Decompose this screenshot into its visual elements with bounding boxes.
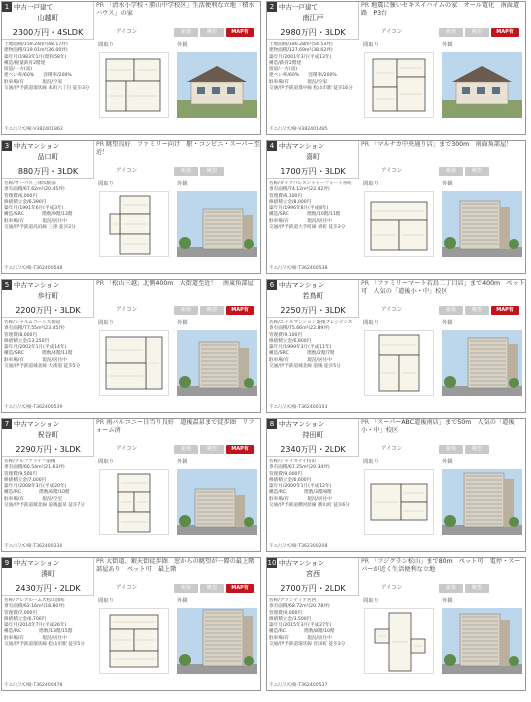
spec-line: 駐車場/有 現況/居住中 bbox=[269, 218, 332, 224]
spec-line: 修繕積立金/3,500円 bbox=[269, 616, 312, 622]
map-badge[interactable]: MAP有 bbox=[226, 28, 254, 37]
spec-line: 専有面積/67.25m²(20.34坪) bbox=[269, 465, 330, 471]
badge-row bbox=[96, 28, 260, 37]
pr-copy: 眺望良好 ファミリー向け 駅・コンビニ・スーパー至近！ bbox=[96, 141, 260, 156]
pr-copy: 地震に強いセキスイハイムの家 オール電化 南面道路 P3台 bbox=[361, 2, 520, 17]
exterior-photo[interactable] bbox=[177, 52, 257, 118]
pr-copy: 大街道、銀天街徒歩圏 窓からの眺望が一際の最上階部屋あり ペット可 最上階 bbox=[96, 558, 255, 573]
icon-label: アイコン bbox=[116, 307, 138, 313]
spec-line: 築年月/2002年1月(平成14年) bbox=[4, 345, 67, 351]
pr-text bbox=[361, 141, 525, 162]
badge-row bbox=[96, 167, 260, 176]
spec-line: 駐車場/有 現況/空家 bbox=[4, 79, 63, 85]
spec-line: 構造/RC 階数/3階/8階 bbox=[269, 490, 332, 496]
listing-code: 不エ/ジ/ズ/検-T362400330 bbox=[4, 544, 63, 549]
pr-tag: PR bbox=[96, 558, 105, 565]
floorplan-image[interactable] bbox=[364, 469, 434, 535]
exterior-label: 外観 bbox=[177, 320, 188, 326]
price-layout: 2250万円・3LDK bbox=[280, 306, 346, 315]
spec-line: 築年月/1999年3月(平成11年) bbox=[269, 345, 332, 351]
spec-line: 交通/伊予鉄道城北線 大街道 徒歩5分 bbox=[4, 364, 81, 370]
exterior-photo[interactable] bbox=[177, 469, 257, 535]
spec-list bbox=[4, 42, 92, 92]
spec-line: 名称/ジャイカテイ持田 bbox=[269, 459, 316, 464]
new-badge: 新規 bbox=[174, 584, 198, 593]
spec-line: 専有面積/66.54m²(21.63坪) bbox=[4, 465, 65, 471]
listing-number: 10 bbox=[267, 559, 277, 567]
listing-number: 6 bbox=[267, 280, 277, 290]
location-link[interactable]: 山越町 bbox=[37, 14, 59, 22]
listing-header bbox=[267, 141, 359, 179]
location-link[interactable]: 歩行町 bbox=[37, 292, 59, 300]
exterior-photo[interactable] bbox=[442, 330, 522, 396]
icon-label: アイコン bbox=[381, 585, 403, 591]
icon-label: アイコン bbox=[116, 29, 138, 35]
listing-header bbox=[2, 2, 94, 40]
exterior-label: 外観 bbox=[177, 42, 188, 48]
spec-line: 交通/伊予鉄道横河原線 勝山町 徒歩6分 bbox=[269, 503, 350, 509]
pr-tag: PR bbox=[361, 280, 370, 287]
property-type: 中古マンション bbox=[279, 142, 325, 150]
new-badge: 新規 bbox=[174, 445, 198, 454]
view-badge: 眺望 bbox=[465, 445, 489, 454]
new-badge: 新規 bbox=[439, 28, 463, 37]
exterior-photo[interactable] bbox=[442, 191, 522, 257]
spec-line: 修繕積立金/8,000円 bbox=[269, 199, 312, 205]
listing-header bbox=[267, 419, 359, 457]
badge-row bbox=[96, 306, 260, 315]
spec-list bbox=[4, 598, 92, 648]
floorplan-image[interactable] bbox=[364, 608, 434, 674]
spec-line: 修繕積立金/6,700円 bbox=[4, 616, 47, 622]
floorplan-label: 間取り bbox=[363, 598, 379, 604]
spec-line: 築年月/2015年3月(平成27年) bbox=[269, 623, 332, 629]
pr-copy: 「マルナカ中央通り店」まで300m 南面角部屋！ bbox=[371, 141, 513, 148]
listing-code: 不エ/ジ/ズ/検-T362400537 bbox=[269, 683, 328, 688]
view-badge: 眺望 bbox=[465, 584, 489, 593]
listing-card[interactable] bbox=[1, 279, 261, 413]
floorplan-label: 間取り bbox=[98, 459, 114, 465]
property-type: 中古マンション bbox=[279, 559, 325, 567]
listing-header bbox=[267, 558, 359, 596]
listing-code: 不エ/ジ/ズ/検-T362400478 bbox=[4, 683, 63, 688]
icon-label: アイコン bbox=[116, 168, 138, 174]
spec-list bbox=[269, 598, 357, 648]
floorplan-image[interactable] bbox=[99, 469, 169, 535]
property-type: 中古マンション bbox=[14, 420, 60, 428]
spec-list bbox=[4, 181, 92, 231]
exterior-label: 外観 bbox=[442, 459, 453, 465]
pr-tag: PR bbox=[361, 419, 370, 426]
spec-line: 建物面積/127.69m²(38.62坪) bbox=[269, 48, 333, 54]
location-link[interactable]: 祝谷町 bbox=[37, 431, 59, 439]
exterior-label: 外観 bbox=[442, 598, 453, 604]
location-link[interactable]: 湊町 bbox=[41, 570, 55, 578]
spec-line: 管理費/8,000円 bbox=[4, 332, 38, 338]
exterior-photo[interactable] bbox=[442, 608, 522, 674]
spec-line: 土地面積/159.24m²(48.17坪) bbox=[4, 42, 68, 47]
spec-line: 専有面積/67.62m²(20.45坪) bbox=[4, 187, 65, 193]
spec-line: 駐車場/有 現況/居住中 bbox=[269, 496, 332, 502]
location-link[interactable]: 宮西 bbox=[306, 570, 320, 578]
exterior-label: 外観 bbox=[177, 459, 188, 465]
price-layout: 2430万円・2LDK bbox=[15, 584, 81, 593]
listing-code: 不エ/ジ/ズ/検-T362300208 bbox=[269, 544, 328, 549]
pr-copy: 「松山三越」北側400m 大街道至近！ 南東角部屋 bbox=[106, 280, 254, 287]
spec-line: 管理費/9,500円 bbox=[4, 471, 38, 477]
spec-line: 構造/SRC 階数/9階/13階 bbox=[4, 212, 73, 218]
map-badge[interactable]: MAP有 bbox=[226, 445, 254, 454]
listing-code: 不エ/ジ/ズ/検-T362400538 bbox=[269, 266, 328, 271]
exterior-label: 外観 bbox=[442, 42, 453, 48]
spec-line: 築年月/2001年3月(平成13年) bbox=[269, 54, 332, 60]
spec-line: 専有面積/75.66m²(22.89坪) bbox=[269, 326, 330, 332]
floorplan-label: 間取り bbox=[363, 459, 379, 465]
map-badge[interactable]: MAP有 bbox=[226, 584, 254, 593]
listing-card[interactable] bbox=[266, 279, 526, 413]
pr-text bbox=[96, 419, 260, 440]
floorplan-image[interactable] bbox=[99, 608, 169, 674]
spec-line: 駐車場/有 現況/居住中 bbox=[4, 218, 67, 224]
badge-row bbox=[361, 28, 525, 37]
listing-number: 2 bbox=[267, 2, 277, 12]
spec-line: 交通/伊予鉄道環状線 松山市駅 徒歩5分 bbox=[4, 642, 85, 648]
spec-line: 駐車場/有 現況/居住中 bbox=[4, 357, 67, 363]
floorplan-image[interactable] bbox=[364, 330, 434, 396]
spec-line: 建ぺい率/60% 容積率/200% bbox=[4, 73, 72, 79]
listing-header bbox=[2, 558, 94, 596]
spec-list bbox=[4, 459, 92, 509]
spec-line: 管理費/6,000円 bbox=[4, 193, 38, 199]
pr-tag: PR bbox=[96, 2, 105, 9]
pr-text bbox=[361, 2, 525, 23]
icon-label: アイコン bbox=[116, 585, 138, 591]
listing-number: 9 bbox=[2, 558, 12, 568]
pr-tag: PR bbox=[361, 2, 370, 9]
property-type: 中古マンション bbox=[14, 281, 60, 289]
spec-list bbox=[269, 42, 357, 92]
spec-line: 構造/RC 階数/6階/10階 bbox=[4, 490, 70, 496]
price-layout: 2200万円・3LDK bbox=[15, 306, 81, 315]
pr-text bbox=[361, 558, 525, 579]
floorplan-image[interactable] bbox=[364, 52, 434, 118]
spec-line: 駐車場/有 現況/居住中 bbox=[269, 635, 332, 641]
floorplan-image[interactable] bbox=[99, 52, 169, 118]
floorplan-label: 間取り bbox=[98, 181, 114, 187]
spec-line: 構造/SRC 階数/10階/11階 bbox=[269, 212, 341, 218]
pr-text bbox=[361, 419, 525, 440]
property-type: 中古マンション bbox=[279, 281, 325, 289]
location-link[interactable]: 若鳥町 bbox=[302, 292, 324, 300]
listing-card[interactable] bbox=[266, 557, 526, 691]
map-badge[interactable]: MAP有 bbox=[491, 306, 519, 315]
view-badge: 眺望 bbox=[200, 584, 224, 593]
spec-line: 駐車場/有 現況/居住中 bbox=[4, 635, 67, 641]
spec-line: 名称/クレアルームズ松山湊町 bbox=[4, 598, 66, 603]
pr-text bbox=[96, 141, 260, 162]
spec-line: 管理費/9,000円 bbox=[269, 610, 303, 616]
listing-card[interactable] bbox=[266, 1, 526, 135]
map-badge[interactable]: MAP有 bbox=[491, 28, 519, 37]
price-layout: 2700万円・2LDK bbox=[280, 584, 346, 593]
spec-line: 名称/アルファライフ道後 bbox=[4, 459, 56, 464]
badge-row bbox=[96, 584, 260, 593]
listing-header bbox=[267, 2, 359, 40]
badge-row bbox=[96, 445, 260, 454]
pr-text bbox=[96, 558, 260, 579]
listing-header bbox=[2, 141, 94, 179]
listing-number: 3 bbox=[2, 141, 12, 151]
listing-code: 不エ/ジ/ズ/検-T362400539 bbox=[4, 405, 63, 410]
spec-line: 交通/伊予鉄道城北線 道後温泉 徒歩7分 bbox=[4, 503, 85, 509]
spec-line: 構造/SRC 階数/2階/7階 bbox=[269, 351, 335, 357]
spec-line: 交通/伊予鉄道城北線 道後 徒歩5分 bbox=[269, 364, 341, 370]
spec-line: 構造/RC 階数/8階/10階 bbox=[269, 629, 335, 635]
exterior-photo[interactable] bbox=[177, 191, 257, 257]
badge-row bbox=[361, 167, 525, 176]
listing-card[interactable] bbox=[1, 140, 261, 274]
listing-number: 5 bbox=[2, 280, 12, 290]
spec-line: 構造/RC 階数/13階/15階 bbox=[4, 629, 73, 635]
exterior-label: 外観 bbox=[442, 181, 453, 187]
spec-line: 築年月/1991年6月(平成3年) bbox=[4, 206, 64, 212]
exterior-photo[interactable] bbox=[442, 52, 522, 118]
spec-line: 構造/SRC 階数/4階/11階 bbox=[4, 351, 73, 357]
pr-tag: PR bbox=[361, 558, 370, 565]
spec-line: 構造/鉄骨2階建 bbox=[269, 60, 302, 66]
floorplan-label: 間取り bbox=[98, 598, 114, 604]
view-badge: 眺望 bbox=[465, 167, 489, 176]
spec-line: 建ぺい率/60% 容積率/200% bbox=[269, 73, 337, 79]
spec-line: 修繕積立金/7,000円 bbox=[4, 477, 47, 483]
pr-tag: PR bbox=[96, 419, 105, 426]
view-badge: 眺望 bbox=[200, 445, 224, 454]
spec-line: 修繕積立金/6,800円 bbox=[269, 338, 312, 344]
spec-line: 接道/一方(南) bbox=[269, 67, 298, 73]
listing-header bbox=[2, 419, 94, 457]
pr-tag: PR bbox=[96, 280, 105, 287]
pr-tag: PR bbox=[361, 141, 370, 148]
spec-line: 修繕積立金/6,600円 bbox=[269, 477, 312, 483]
exterior-photo[interactable] bbox=[177, 608, 257, 674]
exterior-label: 外観 bbox=[442, 320, 453, 326]
new-badge: 新規 bbox=[439, 167, 463, 176]
exterior-photo[interactable] bbox=[442, 469, 522, 535]
icon-label: アイコン bbox=[116, 446, 138, 452]
spec-line: 築年月/2008年3月(平成20年) bbox=[4, 484, 67, 490]
exterior-label: 外観 bbox=[177, 181, 188, 187]
spec-line: 専有面積/77.55m²(23.45坪) bbox=[4, 326, 65, 332]
new-badge: 新規 bbox=[439, 445, 463, 454]
spec-line: 名称/グランディア宮西 bbox=[269, 598, 317, 603]
new-badge: 新規 bbox=[174, 306, 198, 315]
listing-number: 8 bbox=[267, 419, 277, 429]
floorplan-label: 間取り bbox=[98, 320, 114, 326]
spec-line: 駐車場/有 現況/居住中 bbox=[269, 357, 332, 363]
exterior-label: 外観 bbox=[177, 598, 188, 604]
listing-header bbox=[2, 280, 94, 318]
floorplan-label: 間取り bbox=[363, 320, 379, 326]
listing-header bbox=[267, 280, 359, 318]
property-type: 中古一戸建て bbox=[279, 3, 318, 11]
spec-line: 築年月/1983年1月(昭和58年) bbox=[4, 54, 67, 60]
spec-list bbox=[269, 181, 357, 231]
spec-line: 名称/ダイアパレスシャトーフォート喜町 bbox=[269, 181, 352, 186]
spec-line: 交通/伊予鉄道環状線 宮田町 徒歩3分 bbox=[269, 642, 346, 648]
spec-line: 名称/シャルムコート大街道 bbox=[4, 320, 61, 325]
spec-line: 築年月/2014年7月(平成26年) bbox=[4, 623, 67, 629]
listing-card[interactable] bbox=[266, 140, 526, 274]
floorplan-label: 間取り bbox=[363, 42, 379, 48]
spec-line: 専有面積/68.72m²(20.78坪) bbox=[269, 604, 330, 610]
location-link[interactable]: 品口町 bbox=[37, 153, 59, 161]
spec-line: 建物面積/119.01m²(36.00坪) bbox=[4, 48, 68, 54]
location-link[interactable]: 喜町 bbox=[306, 153, 320, 161]
exterior-photo[interactable] bbox=[177, 330, 257, 396]
listing-card[interactable] bbox=[1, 557, 261, 691]
pr-copy: 「ファミリーマート若鳥二丁目店」まで400m ペット可 人気の「道後小・中」校区 bbox=[361, 280, 525, 295]
icon-label: アイコン bbox=[381, 168, 403, 174]
listing-card[interactable] bbox=[1, 418, 261, 552]
listing-number: 1 bbox=[2, 2, 12, 12]
spec-line: 交通/伊予鉄道高浜線 三津 徒歩2分 bbox=[4, 225, 76, 231]
price-layout: 2300万円・4SLDK bbox=[12, 28, 84, 37]
view-badge: 眺望 bbox=[465, 306, 489, 315]
floorplan-image[interactable] bbox=[99, 330, 169, 396]
pr-copy: 「清水小学校・勝山中学校区」生活便利な立地「積水ハウス」の家 bbox=[96, 2, 255, 17]
icon-label: アイコン bbox=[381, 446, 403, 452]
spec-line: 築年月/2000年1月(平成12年) bbox=[269, 484, 332, 490]
icon-label: アイコン bbox=[381, 29, 403, 35]
location-link[interactable]: 南江戸 bbox=[302, 14, 324, 22]
listing-code: 不エ/ジ/ズ/検-T362400103 bbox=[269, 405, 328, 410]
spec-line: 駐車場/有 現況/空室 bbox=[4, 496, 63, 502]
spec-list bbox=[269, 320, 357, 370]
pr-copy: 南バルコニー日当り良好 道後温泉まで徒歩圏 リフォーム済 bbox=[96, 419, 255, 434]
spec-line: 交通/伊予鉄道郡中線 松山市駅 徒歩16分 bbox=[269, 86, 353, 92]
price-layout: 2290万円・3LDK bbox=[15, 445, 81, 454]
new-badge: 新規 bbox=[439, 584, 463, 593]
property-type: 中古マンション bbox=[14, 142, 60, 150]
floorplan-label: 間取り bbox=[98, 42, 114, 48]
spec-line: 築年月/1996年8月(平成8年) bbox=[269, 206, 329, 212]
view-badge: 眺望 bbox=[465, 28, 489, 37]
pr-text bbox=[96, 280, 260, 301]
spec-line: 構造/軽量鉄骨2階建 bbox=[4, 60, 46, 66]
map-badge[interactable]: MAP有 bbox=[226, 306, 254, 315]
spec-line: 修繕積立金/6,390円 bbox=[4, 199, 47, 205]
spec-line: 管理費/9,100円 bbox=[269, 332, 303, 338]
new-badge: 新規 bbox=[439, 306, 463, 315]
listing-code: 不エ/ジ/ズ/検-V382401485 bbox=[269, 127, 328, 132]
listing-code: 不エ/ジ/ズ/検-T362400548 bbox=[4, 266, 63, 271]
location-link[interactable]: 持田町 bbox=[302, 431, 324, 439]
floorplan-label: 間取り bbox=[363, 181, 379, 187]
spec-line: 名称/サーパス三津浜駅前 bbox=[4, 181, 56, 186]
view-badge: 眺望 bbox=[200, 28, 224, 37]
spec-line: 接道/一方(南) bbox=[4, 67, 33, 73]
price-layout: 880万円・3LDK bbox=[17, 167, 79, 176]
spec-line: 修繕積立金/13,250円 bbox=[4, 338, 50, 344]
listing-number: 4 bbox=[267, 141, 277, 151]
price-layout: 2340万円・2LDK bbox=[280, 445, 346, 454]
listing-number: 7 bbox=[2, 419, 12, 429]
spec-line: 土地面積/180.28m²(54.53坪) bbox=[269, 42, 333, 47]
spec-line: 専有面積/74.12m²(22.42坪) bbox=[269, 187, 330, 193]
spec-list bbox=[4, 320, 92, 370]
pr-text bbox=[96, 2, 260, 23]
pr-tag: PR bbox=[96, 141, 105, 148]
icon-label: アイコン bbox=[381, 307, 403, 313]
pr-copy: 「フジグラン松山」まで80m ペット可 電停・スーパーが近く生活便利な立地 bbox=[361, 558, 521, 573]
view-badge: 眺望 bbox=[200, 306, 224, 315]
pr-copy: 「スーパーABC道後南店」まで50m 人気の「道後小・中」校区 bbox=[361, 419, 515, 434]
spec-line: 名称/エイルマンション道後プレジデンス bbox=[269, 320, 353, 325]
view-badge: 眺望 bbox=[200, 167, 224, 176]
spec-line: 駐車場/有 現況/空家 bbox=[269, 79, 328, 85]
badge-row bbox=[361, 445, 525, 454]
spec-line: 交通/伊予鉄道大手町線 喜町 徒歩3分 bbox=[269, 225, 346, 231]
price-layout: 2980万円・3LDK bbox=[280, 28, 346, 37]
new-badge: 新規 bbox=[174, 28, 198, 37]
spec-line: 管理費/9,000円 bbox=[269, 471, 303, 477]
spec-list bbox=[269, 459, 357, 509]
property-type: 中古一戸建て bbox=[14, 3, 53, 11]
property-type: 中古マンション bbox=[279, 420, 325, 428]
badge-row bbox=[361, 584, 525, 593]
listing-card[interactable] bbox=[266, 418, 526, 552]
property-type: 中古マンション bbox=[14, 559, 60, 567]
floorplan-image[interactable] bbox=[99, 191, 169, 257]
spec-line: 専有面積/62.16m²(18.80坪) bbox=[4, 604, 65, 610]
listing-code: 不エ/ジ/ズ/検-V382401863 bbox=[4, 127, 63, 132]
price-layout: 1700万円・3LDK bbox=[280, 167, 346, 176]
spec-line: 管理費/6,100円 bbox=[269, 193, 303, 199]
pr-text bbox=[361, 280, 525, 301]
floorplan-image[interactable] bbox=[364, 191, 434, 257]
badge-row bbox=[361, 306, 525, 315]
spec-line: 交通/伊予鉄道環状線 本町六丁目 徒歩3分 bbox=[4, 86, 90, 92]
new-badge: 新規 bbox=[174, 167, 198, 176]
listing-card[interactable] bbox=[1, 1, 261, 135]
spec-line: 管理費/7,000円 bbox=[4, 610, 38, 616]
